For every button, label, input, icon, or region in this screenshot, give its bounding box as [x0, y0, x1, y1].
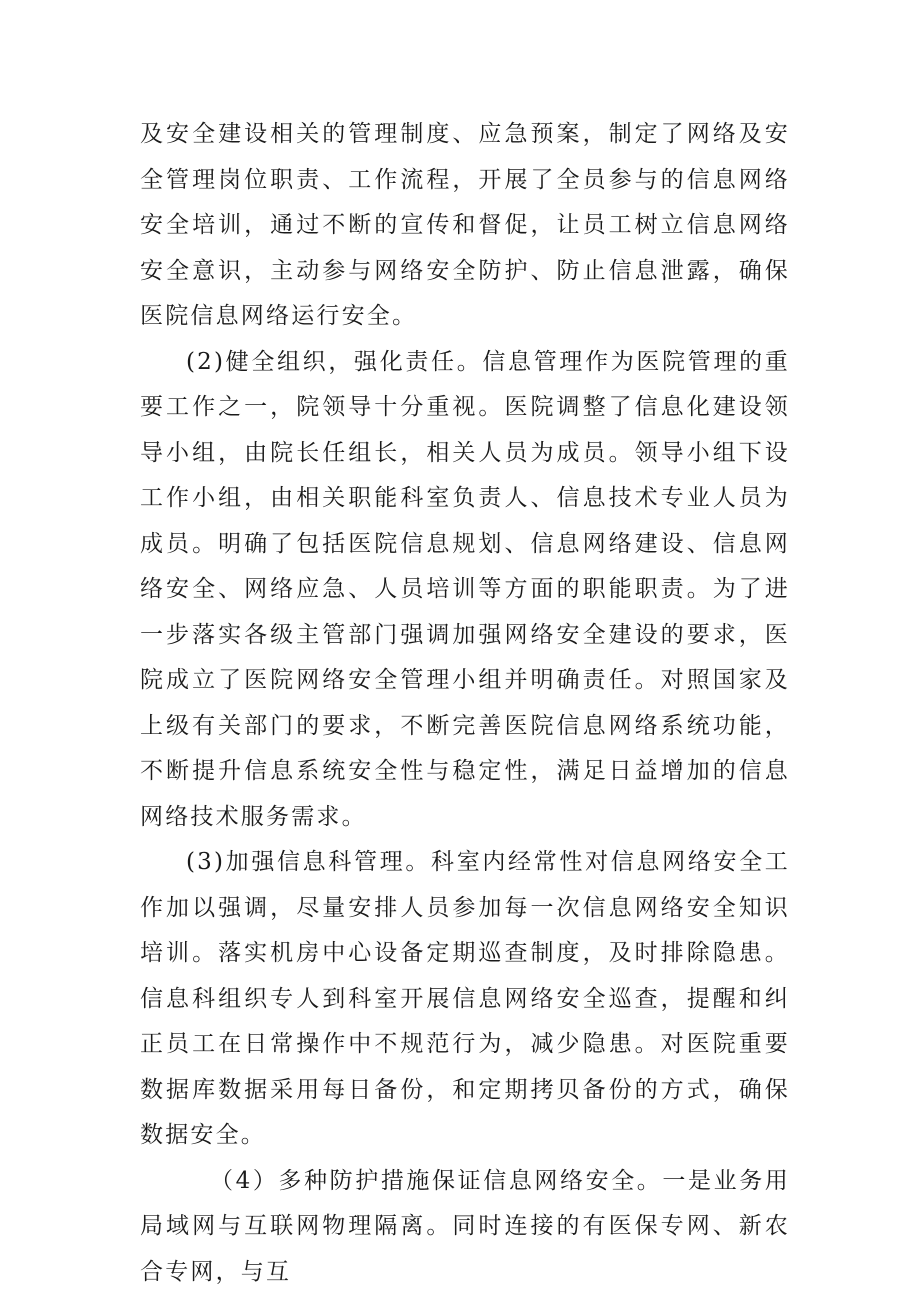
paragraph-4-protection-measures: （4）多种防护措施保证信息网络安全。一是业务用局域网与互联网物理隔离。同时连接的有医保专网、新农合专网，与互 [140, 1167, 790, 1285]
paragraph-continuation: 及安全建设相关的管理制度、应急预案，制定了网络及安全管理岗位职责、工作流程，开展了全员参与的信息网络安全培训，通过不断的宣传和督促，让员工树立信息网络安全意识，主动参与网络安全防护、防止信息泄露，确保医院信息网络运行安全。 [140, 121, 790, 329]
paragraph-2-organization: (2)健全组织，强化责任。信息管理作为医院管理的重要工作之一，院领导十分重视。医院调整了信息化建设领导小组，由院长任组长，相关人员为成员。领导小组下设工作小组，由相关职能科室负责人、信息技术专业人员为成员。明确了包括医院信息规划、信息网络建设、信息网络安全、网络应急、人员培训等方面的职能职责。为了进一步落实各级主管部门强调加强网络安全建设的要求，医院成立了医院网络安全管理小组并明确责任。对照国家及上级有关部门的要求，不断完善医院信息网络系统功能，不断提升信息系统安全性与稳定性，满足日益增加的信息网络技术服务需求。 [140, 348, 790, 830]
document-body [140, 112, 790, 1295]
paragraph-3-information-department: (3)加强信息科管理。科室内经常性对信息网络安全工作加以强调，尽量安排人员参加每一次信息网络安全知识培训。落实机房中心设备定期巡查制度，及时排除隐患。信息科组织专人到科室开展信息网络安全巡查，提醒和纠正员工在日常操作中不规范行为，减少隐患。对医院重要数据库数据采用每日备份，和定期拷贝备份的方式，确保数据安全。 [140, 849, 790, 1148]
